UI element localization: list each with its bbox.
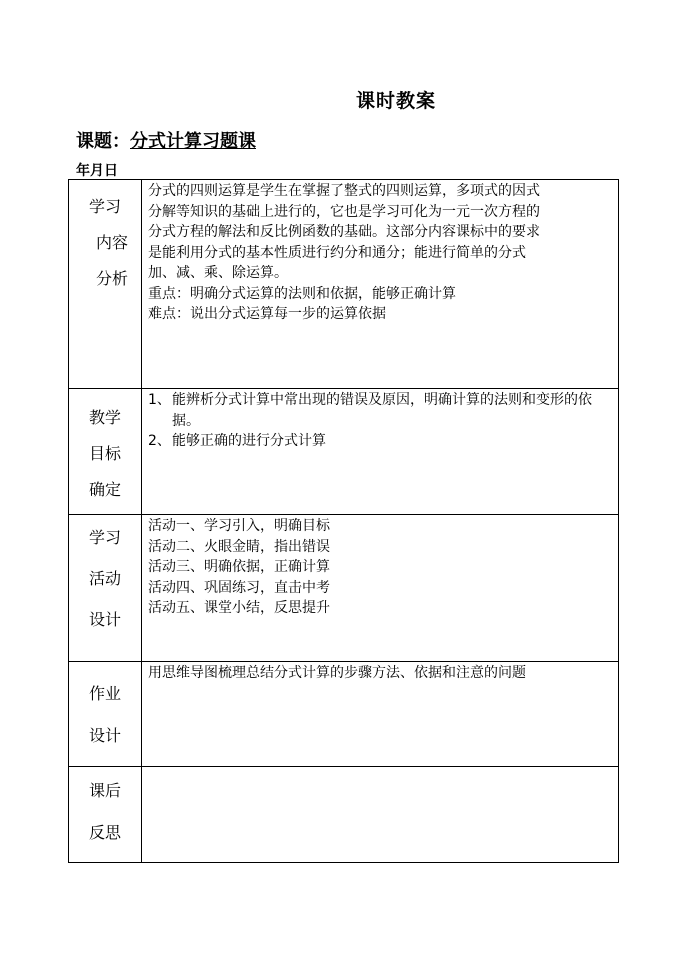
goal-text: 能够正确的进行分式计算	[172, 433, 326, 449]
label-line: 学习	[88, 528, 121, 547]
row-content	[142, 389, 619, 515]
row-content	[142, 662, 619, 767]
activity-line: 活动一、学习引入，明确目标	[148, 518, 330, 534]
date-label: 年月日	[76, 163, 118, 179]
row-label	[69, 515, 142, 662]
label-line: 活动	[88, 569, 121, 588]
content-line: 分式方程的解法和反比例函数的基础。这部分内容课标中的要求	[148, 224, 540, 240]
label-line: 作业	[88, 684, 121, 703]
goal-text: 能辨析分式计算中常出现的错误及原因，明确计算的法则和变形的依据。	[172, 392, 592, 429]
content-line: 重点：明确分式运算的法则和依据，能够正确计算	[148, 285, 456, 302]
label-line: 分析	[95, 269, 128, 288]
content-line: 分式的四则运算是学生在掌握了整式的四则运算，多项式的因式	[148, 183, 540, 199]
row-label	[69, 389, 142, 515]
label-line: 设计	[88, 610, 121, 629]
row-label	[69, 180, 142, 389]
label-line: 学习	[88, 197, 121, 216]
lesson-plan-table	[68, 179, 619, 863]
label-line: 课后	[88, 781, 121, 800]
row-label	[69, 662, 142, 767]
activity-line: 活动四、巩固练习，直击中考	[148, 579, 330, 596]
goal-item	[148, 431, 612, 452]
activity-line: 活动二、火眼金睛，指出错误	[148, 538, 330, 555]
content-line: 加、减、乘、除运算。	[148, 265, 288, 281]
activity-line: 活动三、明确依据，正确计算	[148, 559, 330, 575]
label-line: 教学	[88, 408, 121, 427]
document-title: 课时教案	[355, 90, 436, 112]
table-row-reflection	[69, 767, 619, 863]
row-content-empty	[142, 767, 619, 863]
label-line: 目标	[88, 444, 121, 463]
lesson-subject	[76, 127, 256, 153]
table-row-teaching-goals	[69, 389, 619, 515]
table-row-homework-design	[69, 662, 619, 767]
goal-item	[148, 390, 612, 431]
label-line: 反思	[88, 823, 121, 842]
content-line: 难点：说出分式运算每一步的运算依据	[148, 306, 386, 322]
row-content	[142, 515, 619, 662]
row-label	[69, 767, 142, 863]
label-line: 设计	[88, 726, 121, 745]
label-line: 内容	[95, 233, 128, 252]
subject-label: 课题：	[76, 131, 130, 152]
activity-line: 活动五、课堂小结，反思提升	[148, 600, 330, 616]
label-line: 确定	[88, 480, 121, 499]
content-line: 分解等知识的基础上进行的，它也是学习可化为一元一次方程的	[148, 203, 540, 220]
table-row-activity-design	[69, 515, 619, 662]
content-line: 是能利用分式的基本性质进行约分和通分；能进行简单的分式	[148, 244, 526, 261]
goal-number: 1、	[148, 392, 171, 408]
table-row-content-analysis	[69, 180, 619, 389]
row-content	[142, 180, 619, 389]
subject-topic: 分式计算习题课	[130, 131, 256, 152]
goal-number: 2、	[148, 433, 171, 449]
homework-line: 用思维导图梳理总结分式计算的步骤方法、依据和注意的问题	[148, 665, 526, 681]
